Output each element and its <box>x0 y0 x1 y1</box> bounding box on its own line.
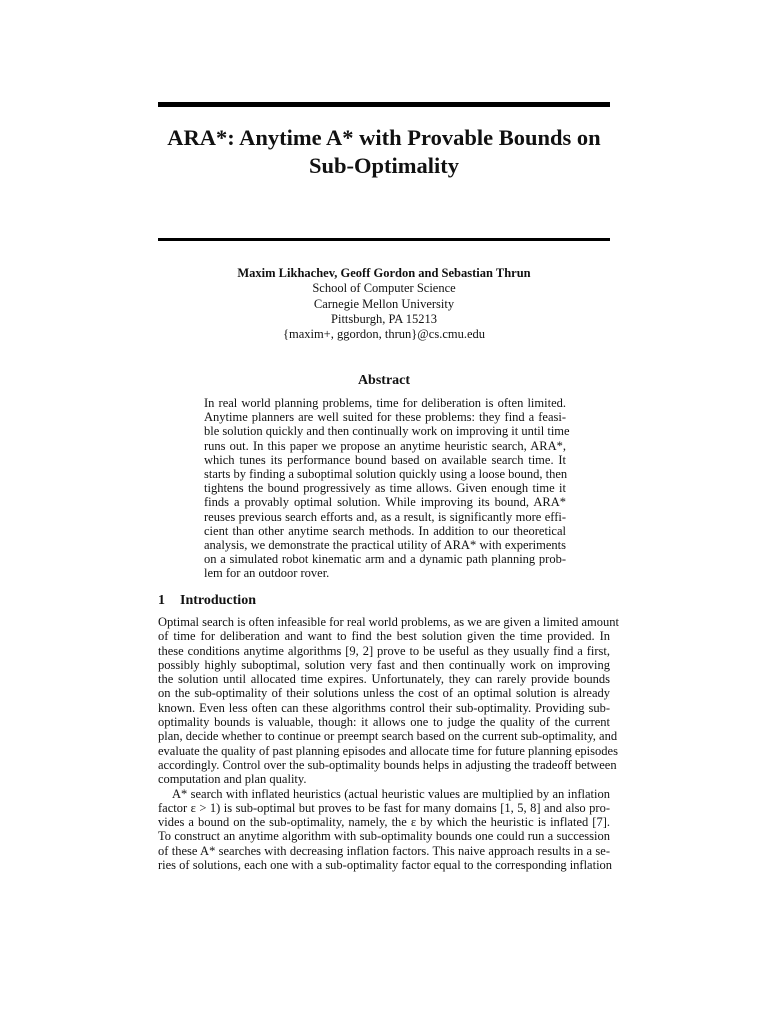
abstract-line: runs out. In this paper we propose an anytime heuristic search, ARA*, <box>204 438 566 453</box>
abstract-heading: Abstract <box>357 373 411 388</box>
title-bottom-rule <box>158 238 610 241</box>
body-line: ries of solutions, each one with a sub-optimality factor equal to the corresponding inflation <box>158 858 613 873</box>
author-names: Maxim Likhachev, Geoff Gordon and Sebastian Thrun <box>237 266 531 280</box>
body-line: known. Even less often can these algorithms control their sub-optimality. Providing sub- <box>158 700 610 715</box>
abstract-line: In real world planning problems, time for deliberation is often limited. <box>204 396 566 410</box>
body-line: To construct an anytime algorithm with sub-optimality bounds one could run a succession <box>158 829 610 844</box>
body-line: computation and plan quality. <box>158 772 307 787</box>
section-title: Introduction <box>180 593 256 608</box>
paper-title <box>158 124 610 180</box>
abstract-line: which tunes its performance bound based on available search time. It <box>204 452 566 467</box>
body-line: of these A* searches with decreasing inflation factors. This naive approach results in a se- <box>158 843 610 858</box>
abstract-body <box>204 396 570 581</box>
abstract-line: finds a provably optimal solution. While improving its bound, ARA* <box>204 495 566 510</box>
body-line: these conditions anytime algorithms [9, 2] prove to be useful as they usually find a first, <box>158 643 610 658</box>
author-university: Carnegie Mellon University <box>313 296 455 311</box>
body-line: possibly highly suboptimal, solution very fast and then continually work on improving <box>158 657 610 672</box>
abstract-line: reuses previous search efforts and, as a result, is significantly more effi- <box>204 509 566 524</box>
section-heading-introduction <box>158 592 256 610</box>
author-email: {maxim+, ggordon, thrun}@cs.cmu.edu <box>282 327 486 342</box>
body-line: factor ε > 1) is sub-optimal but proves to be fast for many domains [1, 5, 8] and also pro- <box>158 800 610 815</box>
body-line: the solution until allocated time expires. Unfortunately, they can rarely provide bounds <box>158 672 610 687</box>
abstract-line: lem for an outdoor rover. <box>204 566 330 581</box>
body-line: A* search with inflated heuristics (actual heuristic values are multiplied by an inflation <box>172 786 610 801</box>
abstract-line: cient than other anytime search methods. In addition to our theoretical <box>204 523 566 538</box>
abstract-line: ble solution quickly and then continually work on improving it until time <box>204 424 570 439</box>
abstract-line: tightens the bound progressively as time allows. Given enough time it <box>204 481 566 496</box>
title-line: Sub-Optimality <box>308 153 460 178</box>
title-top-rule <box>158 102 610 107</box>
author-department: School of Computer Science <box>312 281 456 296</box>
abstract-line: starts by finding a suboptimal solution quickly using a loose bound, then <box>204 467 568 482</box>
body-line: optimality bounds is valuable, though: it allows one to judge the quality of the current <box>158 715 610 730</box>
body-line: evaluate the quality of past planning episodes and allocate time for future planning episodes <box>158 743 618 758</box>
author-block <box>158 266 610 342</box>
title-line: ARA*: Anytime A* with Provable Bounds on <box>167 125 601 150</box>
body-line: vides a bound on the sub-optimality, namely, the ε by which the heuristic is inflated [7]. <box>158 815 610 830</box>
section-number: 1 <box>158 593 165 608</box>
body-line: Optimal search is often infeasible for real world problems, as we are given a limited amount <box>158 615 619 629</box>
body-line: on the sub-optimality of their solutions unless the cost of an optimal solution is already <box>158 686 610 701</box>
body-line: accordingly. Control over the sub-optimality bounds helps in adjusting the tradeoff between <box>158 757 617 772</box>
body-line: of time for deliberation and want to find the best solution given the time provided. In <box>158 629 610 644</box>
author-city: Pittsburgh, PA 15213 <box>331 311 437 326</box>
introduction-body <box>158 615 619 873</box>
abstract-line: Anytime planners are well suited for these problems: they find a feasi- <box>204 410 566 425</box>
body-line: plan, decide whether to continue or preempt search based on the current sub-optimality, and <box>158 729 618 744</box>
abstract-line: on a simulated robot kinematic arm and a dynamic path planning prob- <box>204 552 566 567</box>
abstract-line: analysis, we demonstrate the practical utility of ARA* with experiments <box>204 538 566 553</box>
